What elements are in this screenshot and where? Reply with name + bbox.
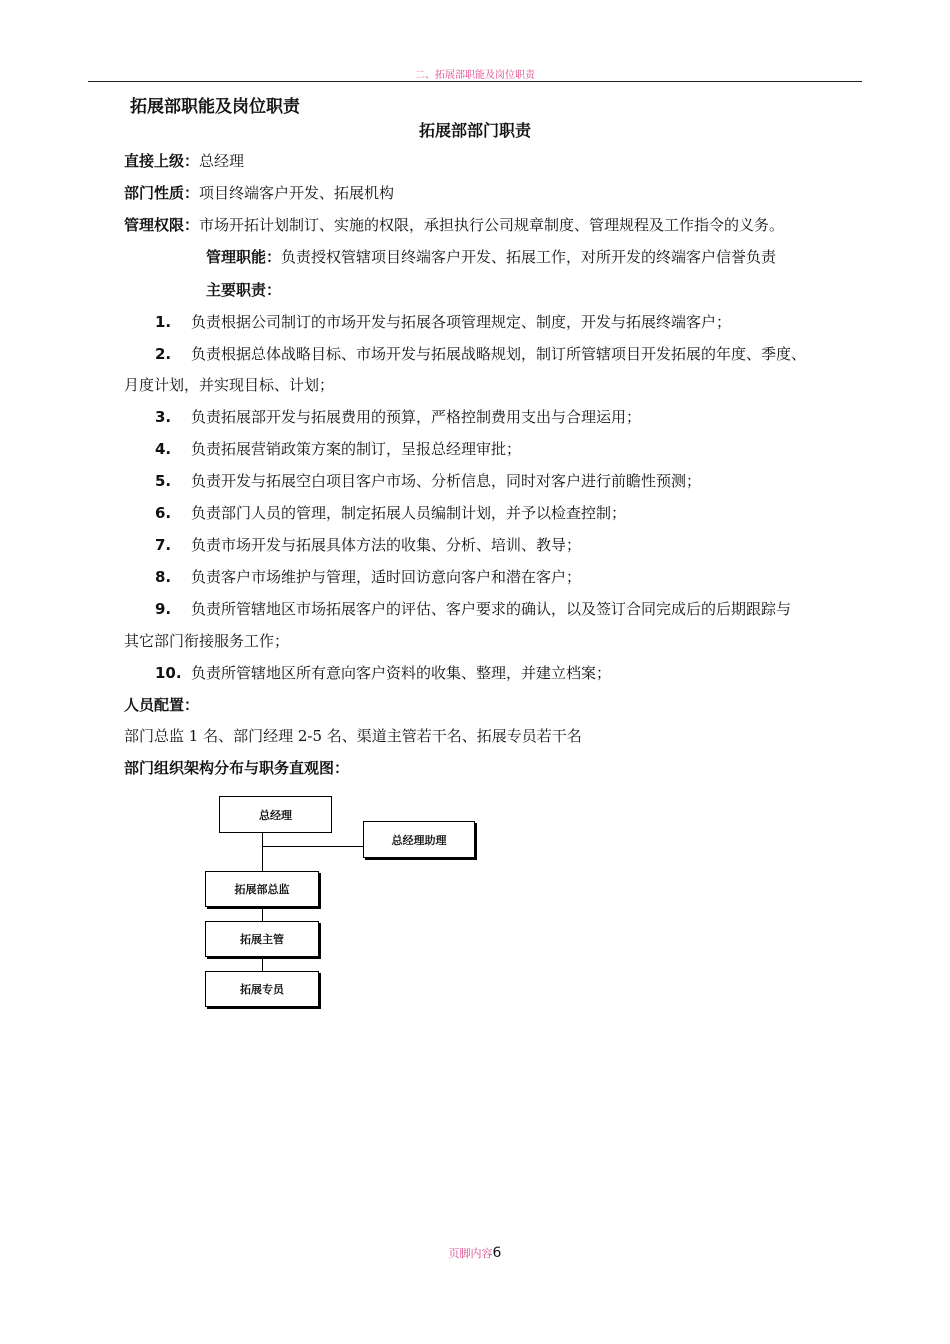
duty-item: 10. 负责所管辖地区所有意向客户资料的收集、整理，并建立档案； bbox=[155, 664, 612, 682]
duty-item: 7. 负责市场开发与拓展具体方法的收集、分析、培训、教导； bbox=[155, 536, 582, 554]
function-line bbox=[206, 246, 776, 267]
superior-line bbox=[124, 150, 244, 171]
authority-line bbox=[124, 214, 784, 235]
nature-value: 项目终端客户开发、拓展机构 bbox=[199, 184, 395, 202]
header-rule bbox=[88, 81, 862, 82]
org-box-gm-assistant: 总经理助理 bbox=[363, 821, 475, 858]
org-connector bbox=[262, 833, 263, 871]
duties-label: 主要职责： bbox=[206, 281, 282, 299]
duty-item: 1. 负责根据公司制订的市场开发与拓展各项管理规定、制度，开发与拓展终端客户； bbox=[155, 313, 732, 331]
org-box-specialist: 拓展专员 bbox=[205, 971, 319, 1007]
authority-value: 市场开拓计划制订、实施的权限，承担执行公司规章制度、管理规程及工作指令的义务。 bbox=[199, 216, 785, 234]
org-chart-label: 部门组织架构分布与职务直观图： bbox=[124, 759, 350, 777]
org-connector bbox=[262, 959, 263, 971]
duty-item: 3. 负责拓展部开发与拓展费用的预算，严格控制费用支出与合理运用； bbox=[155, 408, 642, 426]
page-number: 6 bbox=[492, 1245, 502, 1261]
duty-item: 9. 负责所管辖地区市场拓展客户的评估、客户要求的确认，以及签订合同完成后的后期跟踪与 bbox=[155, 600, 792, 618]
document-title: 拓展部职能及岗位职责 bbox=[130, 97, 300, 117]
org-box-supervisor: 拓展主管 bbox=[205, 921, 319, 957]
duty-item-continuation: 其它部门衔接服务工作； bbox=[124, 632, 290, 650]
authority-label: 管理权限： bbox=[124, 216, 200, 234]
duty-item-continuation: 月度计划，并实现目标、计划； bbox=[124, 376, 335, 394]
function-label: 管理职能： bbox=[206, 248, 282, 266]
page-footer bbox=[0, 1245, 950, 1261]
page-header: 二、拓展部职能及岗位职责 bbox=[415, 70, 535, 81]
duty-item: 2. 负责根据总体战略目标、市场开发与拓展战略规划，制订所管辖项目开发拓展的年度、季度、 bbox=[155, 345, 807, 363]
section-title: 拓展部部门职责 bbox=[418, 121, 531, 140]
org-box-director: 拓展部总监 bbox=[205, 871, 319, 907]
function-value: 负责授权管辖项目终端客户开发、拓展工作，对所开发的终端客户信誉负责 bbox=[281, 248, 777, 266]
nature-line bbox=[124, 182, 394, 203]
duty-item: 8. 负责客户市场维护与管理，适时回访意向客户和潜在客户； bbox=[155, 568, 582, 586]
footer-text: 页脚内容 bbox=[448, 1247, 493, 1260]
nature-label: 部门性质： bbox=[124, 184, 200, 202]
duty-item: 6. 负责部门人员的管理，制定拓展人员编制计划，并予以检查控制； bbox=[155, 504, 627, 522]
staffing-value: 部门总监 1 名、部门经理 2-5 名、渠道主管若干名、拓展专员若干名 bbox=[124, 727, 582, 745]
duty-item: 5. 负责开发与拓展空白项目客户市场、分析信息，同时对客户进行前瞻性预测； bbox=[155, 472, 702, 490]
org-connector bbox=[262, 846, 363, 847]
staffing-label: 人员配置： bbox=[124, 696, 200, 714]
superior-value: 总经理 bbox=[199, 152, 245, 170]
duty-item: 4. 负责拓展营销政策方案的制订，呈报总经理审批； bbox=[155, 440, 522, 458]
org-connector bbox=[262, 909, 263, 921]
superior-label: 直接上级： bbox=[124, 152, 200, 170]
org-box-gm: 总经理 bbox=[219, 796, 332, 833]
